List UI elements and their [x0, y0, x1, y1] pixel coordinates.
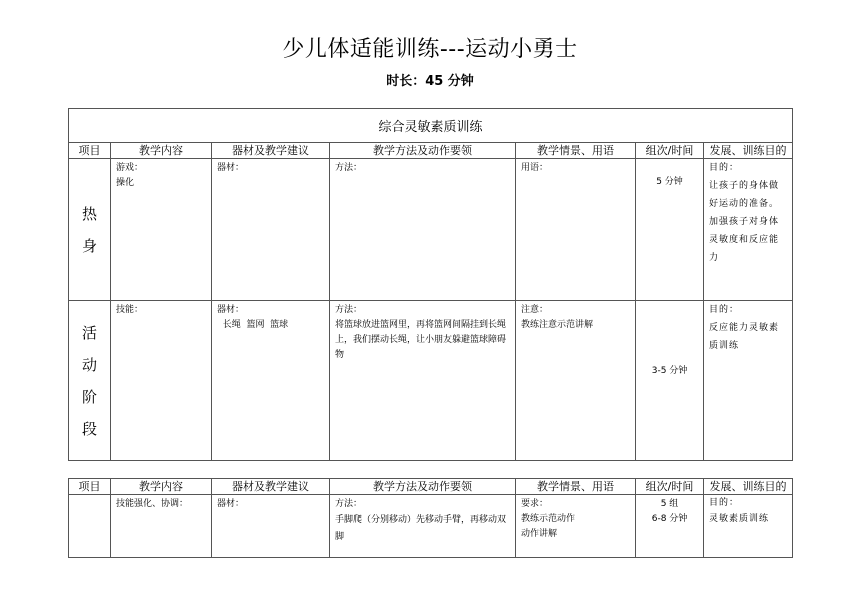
section-title: 综合灵敏素质训练 [69, 109, 793, 143]
header-equipment: 器材及教学建议 [212, 479, 330, 495]
header-time: 组次/时间 [636, 479, 704, 495]
equipment-cell: 器材： [212, 159, 330, 301]
content-cell: 技能强化、协调： [111, 495, 212, 558]
header-scene: 教学情景、用语 [516, 479, 636, 495]
method-cell: 方法： 手脚爬（分别移动）先移动手臂，再移动双脚 [330, 495, 516, 558]
equipment-cell: 器材： [212, 495, 330, 558]
table-row-skill [69, 495, 793, 558]
header-content: 教学内容 [111, 143, 212, 159]
time-cell: 3-5 分钟 [636, 301, 704, 461]
scene-cell: 要求： 教练示范动作 动作讲解 [516, 495, 636, 558]
lesson-table-1 [68, 108, 793, 461]
table-row-activity [69, 301, 793, 461]
method-cell: 方法： [330, 159, 516, 301]
time-cell: 5 分钟 [636, 159, 704, 301]
duration-subtitle: 时长：45 分钟 [386, 74, 474, 89]
header-method: 教学方法及动作要领 [330, 479, 516, 495]
lesson-table-2 [68, 478, 793, 558]
equipment-cell: 器材： 长绳 篮网 篮球 [212, 301, 330, 461]
phase-activity: 活 动 阶 段 [69, 301, 111, 461]
header-method: 教学方法及动作要领 [330, 143, 516, 159]
content-cell: 技能： [111, 301, 212, 461]
header-equipment: 器材及教学建议 [212, 143, 330, 159]
goal-cell: 目的： 灵敏素质训练 [704, 495, 793, 558]
time-cell: 5 组 6-8 分钟 [636, 495, 704, 558]
content-cell: 游戏： 操化 [111, 159, 212, 301]
goal-cell: 目的： 反应能力灵敏素质训练 [704, 301, 793, 461]
table-header-row [69, 479, 793, 495]
table-row-warmup [69, 159, 793, 301]
phase-warmup: 热 身 [69, 159, 111, 301]
header-scene: 教学情景、用语 [516, 143, 636, 159]
header-goal: 发展、训练目的 [704, 143, 793, 159]
header-content: 教学内容 [111, 479, 212, 495]
header-item: 项目 [69, 143, 111, 159]
goal-cell: 目的： 让孩子的身体做好运动的准备。 加强孩子对身体灵敏度和反应能力 [704, 159, 793, 301]
page-title: 少儿体适能训练---运动小勇士 [282, 37, 578, 62]
header-time: 组次/时间 [636, 143, 704, 159]
header-goal: 发展、训练目的 [704, 479, 793, 495]
scene-cell: 注意： 教练注意示范讲解 [516, 301, 636, 461]
method-cell: 方法： 将篮球放进篮网里，再将篮网间隔挂到长绳上，我们摆动长绳，让小朋友躲避篮球障碍物 [330, 301, 516, 461]
scene-cell: 用语： [516, 159, 636, 301]
phase-empty-cell [69, 495, 111, 558]
header-item: 项目 [69, 479, 111, 495]
table-header-row [69, 143, 793, 159]
